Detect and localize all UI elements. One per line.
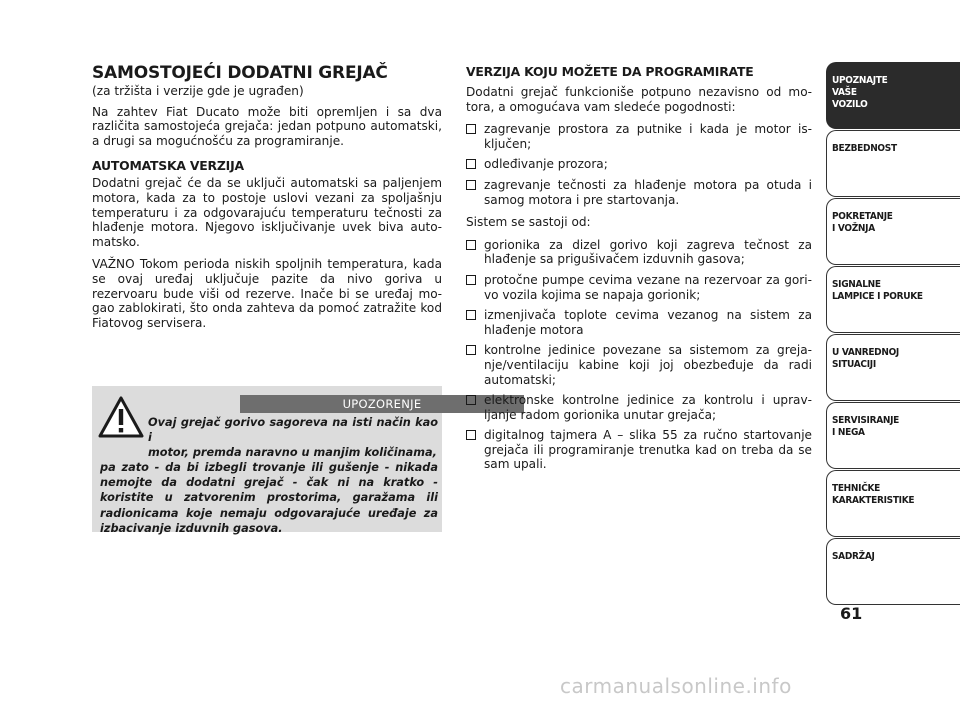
checkbox-bullet-icon	[466, 124, 476, 134]
tab-pokretanje-i-voznja[interactable]: POKRETANJE I VOŽNJA	[826, 198, 960, 265]
important-note-paragraph: VAŽNO Tokom perioda niskih spoljnih temperatura, kada se ovaj uređaj uključuje pazite da nivo goriva u rezervoaru bude viši od rezerve. Inače bi se uređaj mogao zablokirati, što onda zahteva da pomoć zatražite kod Fiatovog servisera.	[92, 257, 442, 330]
list-item: zagrevanje tečnosti za hlađenje motora pa otuda i samog motora i pre startovanja.	[466, 178, 812, 207]
list-item: elektronske kontrolne jedinice za kontrolu i upravljanje radom gorionika unutar grejača;	[466, 393, 812, 422]
tab-servisiranje-i-nega[interactable]: SERVISIRANJE I NEGA	[826, 402, 960, 469]
programmable-intro: Dodatni grejač funkcioniše potpuno nezavisno od motora, a omogućava vam sledeće pogodnosti:	[466, 85, 812, 114]
auto-version-paragraph: Dodatni grejač će da se uključi automatski sa paljenjem motora, kada za to postoje uslovi vezani za spoljašnju temperaturu i za odgovarajuću temperaturu tečnosti za hlađenje motora. Njegovo isključivanje uvek biva automatsko.	[92, 176, 442, 249]
list-item: protočne pumpe cevima vezane na rezervoar za gorivo vozila kojima se napaja gorionik;	[466, 273, 812, 302]
checkbox-bullet-icon	[466, 159, 476, 169]
watermark: carmanualsonline.info	[560, 674, 792, 698]
benefits-list	[466, 122, 812, 207]
tab-sadrzaj[interactable]: SADRŽAJ	[826, 538, 960, 605]
list-item: zagrevanje prostora za putnike i kada je motor isključen;	[466, 122, 812, 151]
list-item: izmenjivača toplote cevima vezanog na sistem za hlađenje motora	[466, 308, 812, 337]
tab-signalne-lampice[interactable]: SIGNALNE LAMPICE I PORUKE	[826, 266, 960, 333]
tab-u-vanrednoj-situaciji[interactable]: U VANREDNOJ SITUACIJI	[826, 334, 960, 401]
right-column	[466, 64, 812, 480]
checkbox-bullet-icon	[466, 180, 476, 190]
intro-paragraph: Na zahtev Fiat Ducato može biti opremljen i sa dva različita samostojeća grejača: jedan potpuno automatski, a drugi sa mogućnošću za programiranje.	[92, 104, 442, 148]
checkbox-bullet-icon	[466, 430, 476, 440]
left-column	[92, 62, 442, 338]
page-number: 61	[840, 604, 863, 623]
checkbox-bullet-icon	[466, 345, 476, 355]
chapter-tabs	[826, 62, 960, 606]
system-consists-text: Sistem se sastoji od:	[466, 215, 591, 230]
section-title: SAMOSTOJEĆI DODATNI GREJAČ	[92, 63, 388, 83]
section-subtitle: (za tržišta i verzije gde je ugrađen)	[92, 84, 304, 98]
checkbox-bullet-icon	[466, 275, 476, 285]
checkbox-bullet-icon	[466, 240, 476, 250]
warning-line-2: motor, premda naravno u manjim količinama,	[148, 446, 437, 460]
checkbox-bullet-icon	[466, 310, 476, 320]
list-item: digitalnog tajmera A – slika 55 za ručno startovanje grejača ili programiranje trenutka kad on treba da se sam upali.	[466, 428, 812, 472]
tab-upoznajte-vase-vozilo[interactable]: UPOZNAJTE VAŠE VOZILO	[826, 62, 960, 129]
checkbox-bullet-icon	[466, 395, 476, 405]
list-item: gorionika za dizel gorivo koji zagreva tečnost za hlađenje sa prigušivačem izduvnih gasova;	[466, 238, 812, 267]
components-list	[466, 238, 812, 472]
warning-line-1: Ovaj grejač gorivo sagoreva na isti način kao i	[148, 416, 438, 445]
tab-bezbednost[interactable]: BEZBEDNOST	[826, 130, 960, 197]
auto-version-heading: AUTOMATSKA VERZIJA	[92, 158, 244, 174]
tab-tehnicke-karakteristike[interactable]: TEHNIČKE KARAKTERISTIKE	[826, 470, 960, 537]
warning-heading: UPOZORENJE	[240, 395, 524, 413]
list-item: odleđivanje prozora;	[466, 157, 812, 172]
warning-box	[92, 386, 442, 535]
list-item: kontrolne jedinice povezane sa sistemom za grejanje/ventilaciju kabine koji joj obezbeđuje da radi automatski;	[466, 343, 812, 387]
warning-body: pa zato - da bi izbegli trovanje ili gušenje - nikada nemojte da dodatni grejač - čak ni na kratko - koristite u zatvorenim prostorima, garažama ili radionicama koje nemaju odgovarajuće uređaje za izbacivanje izduvnih gasova.	[100, 461, 438, 535]
warning-text	[100, 415, 438, 536]
programmable-heading: VERZIJA KOJU MOŽETE DA PROGRAMIRATE	[466, 64, 754, 79]
